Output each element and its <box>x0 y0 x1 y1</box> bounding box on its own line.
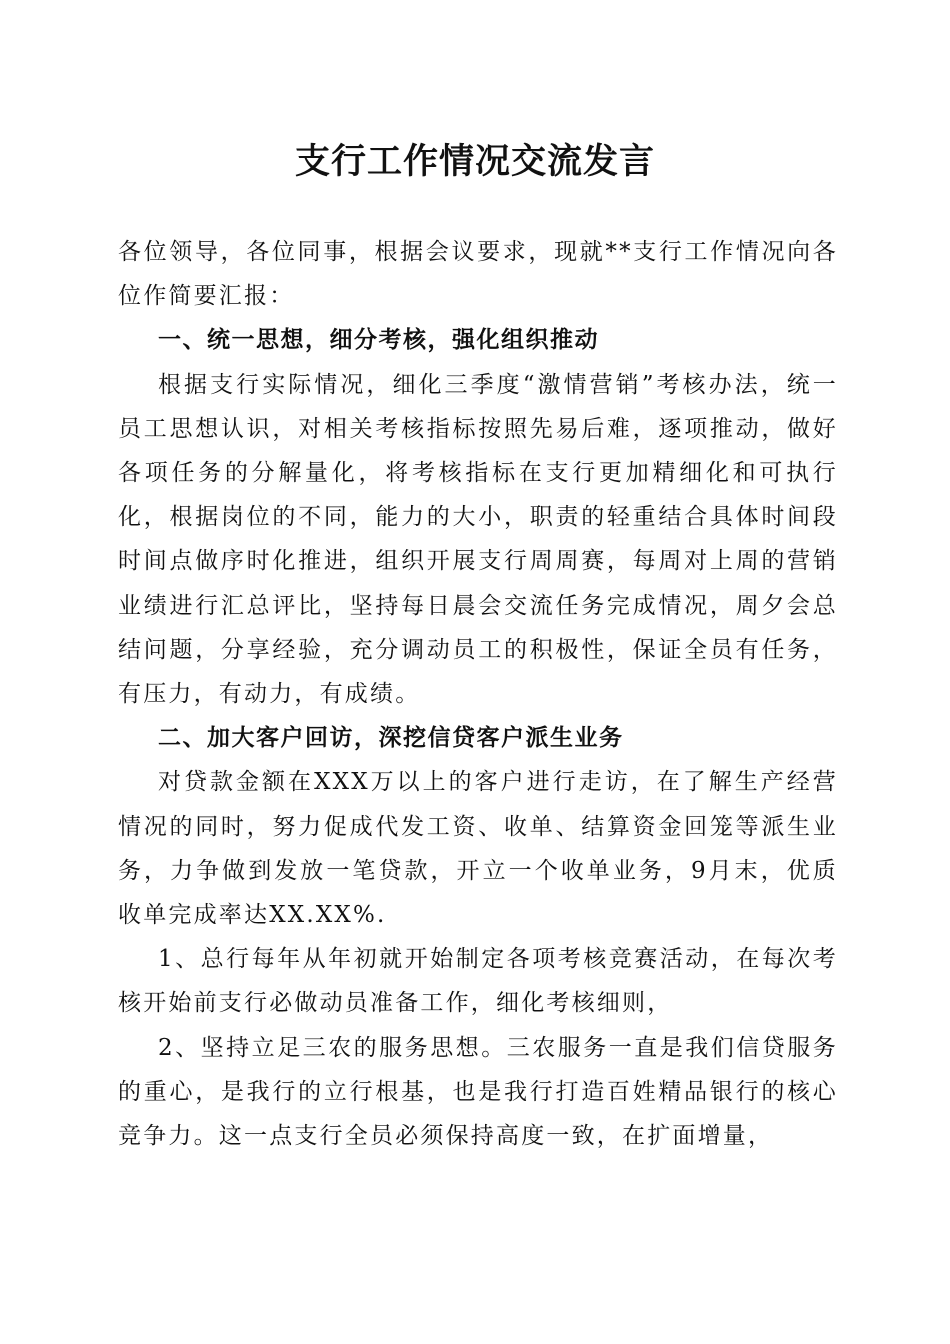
section-heading-2: 二、加大客户回访，深挖信贷客户派生业务 <box>158 725 624 752</box>
numbered-paragraph-2: 2、坚持立足三农的服务思想。三农服务一直是我们信贷服务的重心，是我行的立行根基，也是我行打造百姓精品银行的核心竞争力。这一点支行全员必须保持高度一致，在扩面增量， <box>118 1034 838 1150</box>
body-paragraph: 对贷款金额在XXX万以上的客户进行走访，在了解生产经营情况的同时，努力促成代发工资、收单、结算资金回笼等派生业务，力争做到发放一笔贷款，开立一个收单业务，9月末，优质收单完成率达XX.XX%. <box>118 769 838 929</box>
body-paragraph: 根据支行实际情况，细化三季度“激情营销”考核办法，统一员工思想认识，对相关考核指标按照先易后难，逐项推动，做好各项任务的分解量化，将考核指标在支行更加精细化和可执行化，根据岗位的不同，能力的大小，职责的轻重结合具体时间段时间点做序时化推进，组织开展支行周周赛，每周对上周的营销业绩进行汇总评比，坚持每日晨会交流任务完成情况，周夕会总结问题，分享经验，充分调动员工的积极性，保证全员有任务，有压力，有动力，有成绩。 <box>118 371 838 708</box>
numbered-paragraph-1: 1、总行每年从年初就开始制定各项考核竞赛活动，在每次考核开始前支行必做动员准备工作，细化考核细则， <box>118 946 838 1017</box>
section-heading-1: 一、统一思想，细分考核，强化组织推动 <box>158 327 599 354</box>
document-body <box>118 230 838 1158</box>
greeting-paragraph: 各位领导，各位同事，根据会议要求，现就**支行工作情况向各位作简要汇报： <box>118 239 838 310</box>
document-title: 支行工作情况交流发言 <box>294 141 655 182</box>
